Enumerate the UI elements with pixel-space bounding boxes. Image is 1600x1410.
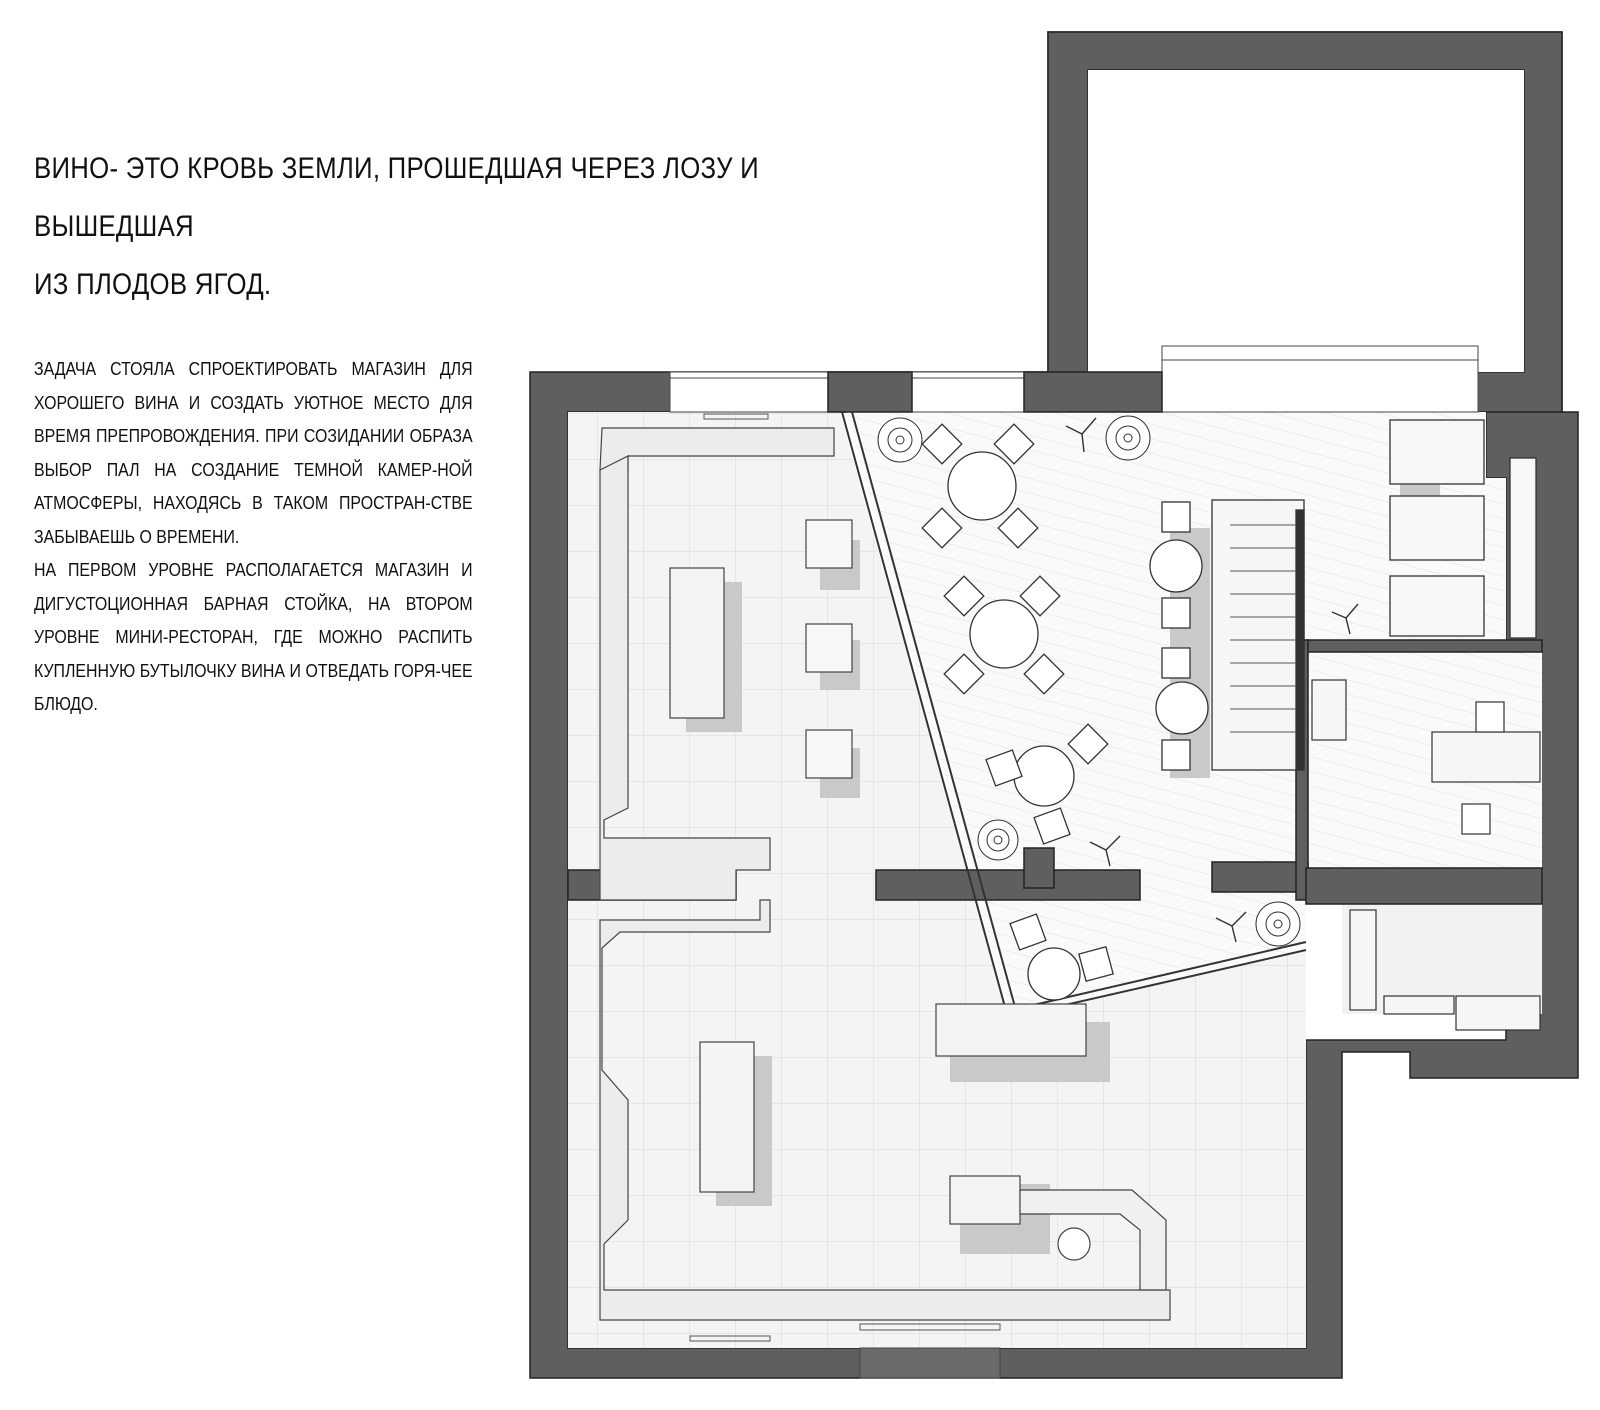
bar-table-1 [1150,540,1202,592]
plant-icon [878,418,922,462]
round-table-3 [1014,746,1074,806]
sofa-2 [1390,576,1484,636]
coffee-table [1390,496,1484,560]
window-3 [1162,346,1478,412]
sofa-1 [1390,420,1484,484]
storage-shelf-3 [1456,996,1540,1030]
cash-desk [950,1176,1020,1224]
column [1024,848,1054,888]
description-paragraph-2: НА ПЕРВОМ УРОВНЕ РАСПОЛАГАЕТСЯ МАГАЗИН И ДИГУСТОЦИОННАЯ БАРНАЯ СТОЙКА, НА ВТОРОМ УРОВНЕ МИНИ-РЕСТОРАН, ГДЕ МОЖНО РАСПИТЬ КУПЛЕННУЮ БУТЫЛОЧКУ ВИНА И ОТВЕДАТЬ ГОРЯ-ЧЕЕ БЛЮДО. [34,559,473,714]
display-table-2 [700,1042,754,1192]
plant-icon [978,820,1018,860]
partition-middle [876,870,1140,900]
wall-pier-1 [828,372,912,412]
storage-shelf-2 [1384,996,1454,1014]
plant-icon [1106,416,1150,460]
bar-table-2 [1156,682,1208,734]
window-4 [860,1348,1000,1378]
bar-counter-top [936,1004,1086,1056]
display-cube-2 [806,624,852,672]
partition-right [1212,862,1308,892]
bar-stool [1058,1228,1090,1260]
display-table-1 [670,568,724,718]
round-table-1 [948,452,1016,520]
round-table-2 [970,600,1038,668]
description-paragraph-1: ЗАДАЧА СТОЯЛА СПРОЕКТИРОВАТЬ МАГАЗИН ДЛЯ ХОРОШЕГО ВИНА И СОЗДАТЬ УЮТНОЕ МЕСТО ДЛЯ ВРЕМЯ ПРЕПРОВОЖДЕНИЯ. ПРИ СОЗИДАНИИ ОБРАЗА ВЫБОР ПАЛ НА СОЗДАНИЕ ТЕМНОЙ КАМЕР-НОЙ АТМОСФЕРЫ, НАХОДЯСЬ В ТАКОМ ПРОСТРАН-СТВЕ ЗАБЫВАЕШЬ О ВРЕМЕНИ. [34,358,473,547]
storage-shelf-1 [1350,910,1376,1010]
kitchen-cabinet [1312,680,1346,740]
round-table-4 [1028,948,1080,1000]
display-cube-3 [806,730,852,778]
bar-counter-restaurant [1212,500,1304,770]
plant-icon [1256,902,1300,946]
headline-line-1: ВИНО- ЭТО КРОВЬ ЗЕМЛИ, ПРОШЕДШАЯ ЧЕРЕЗ ЛОЗУ И ВЫШЕДШАЯ [34,152,759,243]
wall-cabinet-restaurant [1510,458,1536,638]
kitchen-wall-bottom [1306,868,1542,904]
wall-pier-2 [1024,372,1162,412]
upper-room-floor [1088,70,1524,372]
headline-line-2: ИЗ ПЛОДОВ ЯГОД. [34,268,272,301]
kitchen-wall-top [1306,640,1542,652]
stair-rail [1296,510,1304,770]
kitchen-counter [1432,732,1540,782]
display-cube-1 [806,520,852,568]
